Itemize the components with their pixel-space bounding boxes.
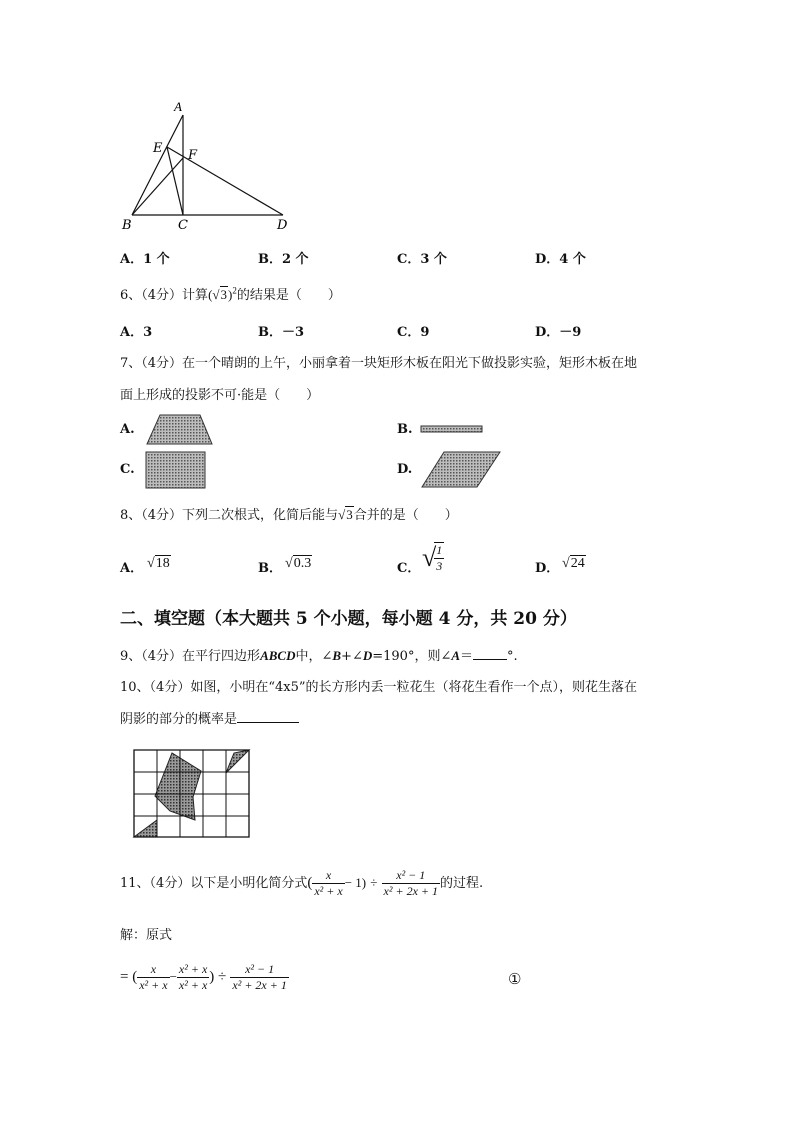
line-ec bbox=[167, 147, 183, 215]
q11-solution-label: 解：原式 bbox=[120, 928, 173, 943]
q7-label-a: A. bbox=[120, 422, 135, 437]
q9-text-f: °. bbox=[507, 649, 518, 664]
q11-step-f2-den: x² + x bbox=[178, 978, 208, 992]
q8-post: 合并的是（ ） bbox=[353, 508, 458, 523]
q10-answer-blank[interactable] bbox=[237, 722, 299, 723]
q8-option-b-radicand: 0.3 bbox=[293, 556, 312, 571]
section2-title: 二、填空题（本大题共 5 个小题，每小题 4 分，共 20 分） bbox=[120, 609, 577, 629]
q8-number: 8、（4分） bbox=[120, 508, 183, 523]
q8-stem: 8、（4分）下列二次根式，化简后能与√3合并的是（ ） bbox=[120, 507, 458, 523]
q8-label-b: B． bbox=[258, 561, 282, 576]
q9-b: B bbox=[332, 648, 342, 663]
q7-thin-bar-shape bbox=[420, 425, 484, 434]
q11-pre: 以下是小明化简分式 bbox=[190, 876, 308, 891]
q11-stem: 11、（4分）以下是小明化简分式( $\frac{x}{\text{x² + x}}$ − 1) ÷ $\frac{\text{x² − 1}}{\text{x² + 2x + 1}}$ 的过程. bbox=[120, 868, 484, 898]
q11-frac2-den: x² + 2x + 1 bbox=[383, 884, 438, 898]
q6-option-d: D．－9 bbox=[535, 325, 582, 340]
q11-post: 的过程. bbox=[440, 876, 484, 891]
q6-option-c: C．9 bbox=[397, 325, 430, 340]
label-c: C bbox=[178, 218, 188, 233]
q11-step-f1-num: x bbox=[150, 962, 157, 976]
q8-option-c-radical: √ $\frac{1}{3}$ bbox=[422, 543, 443, 573]
q8-option-c-numerator: 1 bbox=[436, 543, 443, 557]
q11-frac1-num: x bbox=[325, 868, 332, 882]
q6-option-a: A．3 bbox=[120, 325, 153, 340]
line-bf bbox=[132, 158, 183, 215]
q11-frac1-den: x² + x bbox=[314, 884, 343, 898]
q11-step-minus: − bbox=[169, 969, 177, 984]
q10-line2 bbox=[120, 708, 299, 727]
q9-text-b: 中，∠ bbox=[295, 649, 333, 664]
q11-step-f1-den: x² + x bbox=[139, 978, 168, 992]
label-b: B bbox=[122, 218, 132, 233]
line-ed bbox=[167, 147, 283, 215]
q6-number: 6、（4分） bbox=[120, 288, 183, 303]
q11-step-f3-den: x² + 2x + 1 bbox=[232, 978, 287, 992]
q9-number: 9、（4分） bbox=[120, 649, 183, 664]
q11-frac2-num: x² − 1 bbox=[396, 868, 426, 882]
q11-step-f2-num: x² + x bbox=[178, 962, 208, 976]
q8-option-d-radical: √24 bbox=[562, 556, 585, 571]
q11-number: 11、（4分） bbox=[120, 876, 191, 891]
q9-text-a: 在平行四边形 bbox=[182, 649, 261, 664]
label-a: A bbox=[174, 99, 182, 114]
q5-option-c: C．3 个 bbox=[397, 252, 447, 267]
q7-line2: 面上形成的投影不可·能是（ ） bbox=[120, 388, 320, 403]
q9-answer-blank[interactable] bbox=[473, 659, 507, 660]
q10-line1 bbox=[120, 676, 637, 695]
q7-parallelogram-shape bbox=[420, 451, 502, 489]
line-ab bbox=[132, 115, 183, 215]
q10-grid-figure bbox=[125, 745, 257, 845]
q9-a: A bbox=[451, 648, 461, 663]
q8-radicand: 3 bbox=[346, 507, 353, 522]
q9-stem bbox=[120, 645, 518, 664]
q10-shaded-triangle-top bbox=[226, 750, 249, 773]
q8-option-c-denominator: 3 bbox=[436, 559, 443, 573]
q7-line1 bbox=[120, 352, 637, 371]
q7-label-b: B. bbox=[397, 422, 413, 437]
q11-step-f3-num: x² − 1 bbox=[245, 962, 275, 976]
q9-text-c: +∠ bbox=[341, 649, 363, 664]
q8-option-a-radicand: 18 bbox=[155, 556, 170, 571]
q7-label-d: D. bbox=[397, 462, 413, 477]
q10-text1: 如图，小明在“4x5”的长方形内丢一粒花生（将花生看作一个点），则花生落在 bbox=[190, 680, 637, 695]
q7-label-c: C. bbox=[120, 462, 135, 477]
q9-d: D bbox=[362, 648, 373, 663]
q8-option-b-radical: √0.3 bbox=[285, 556, 312, 571]
q11-step-marker: ① bbox=[508, 970, 522, 988]
q11-step-eq: = ( bbox=[120, 969, 138, 985]
q7-text1: 在一个晴朗的上午，小丽拿着一块矩形木板在阳光下做投影实验，矩形木板在地 bbox=[182, 356, 638, 371]
q9-text-d: =190°，则∠ bbox=[372, 649, 452, 664]
label-d: D bbox=[277, 218, 288, 233]
q6-exponent: 2 bbox=[232, 285, 237, 296]
q11-step1 bbox=[120, 962, 289, 993]
q11-divide: ÷ bbox=[370, 875, 378, 890]
q10-shaded-pentagon bbox=[155, 753, 201, 820]
q9-text-e: ＝ bbox=[460, 649, 474, 664]
q5-option-b: B．2 个 bbox=[258, 252, 309, 267]
q9-abcd: ABCD bbox=[260, 648, 296, 663]
q11-step-close: ) ÷ bbox=[209, 969, 227, 985]
q6-pre: 计算 bbox=[182, 288, 209, 303]
q11-minus-one: − 1) bbox=[344, 875, 367, 890]
q6-post: 的结果是（ ） bbox=[236, 288, 341, 303]
q8-label-d: D． bbox=[535, 561, 560, 576]
q8-option-a-radical: √18 bbox=[147, 556, 170, 571]
q5-option-d: D．4 个 bbox=[535, 252, 586, 267]
label-f: F bbox=[188, 148, 198, 163]
q7-trapezoid-shape bbox=[145, 414, 215, 446]
q10-text2: 阴影的部分的概率是 bbox=[120, 712, 238, 727]
q8-label-c: C． bbox=[397, 561, 421, 576]
q8-option-d-radicand: 24 bbox=[570, 556, 585, 571]
q8-label-a: A． bbox=[120, 561, 144, 576]
q10-number: 10、（4分） bbox=[120, 680, 191, 695]
q6-radicand: 3 bbox=[220, 287, 228, 302]
q10-shaded-triangle-bottom bbox=[134, 820, 157, 837]
q7-rectangle-shape bbox=[145, 451, 207, 489]
q6-stem: 6、（4分）计算$(√3)^2$的结果是（ ） bbox=[120, 285, 341, 303]
q6-option-b: B．－3 bbox=[258, 325, 305, 340]
triangle-figure bbox=[110, 95, 310, 235]
label-e: E bbox=[153, 141, 163, 156]
q8-pre: 下列二次根式，化简后能与 bbox=[182, 508, 339, 523]
q7-number: 7、（4分） bbox=[120, 356, 183, 371]
q5-option-a: A．1 个 bbox=[120, 252, 170, 267]
